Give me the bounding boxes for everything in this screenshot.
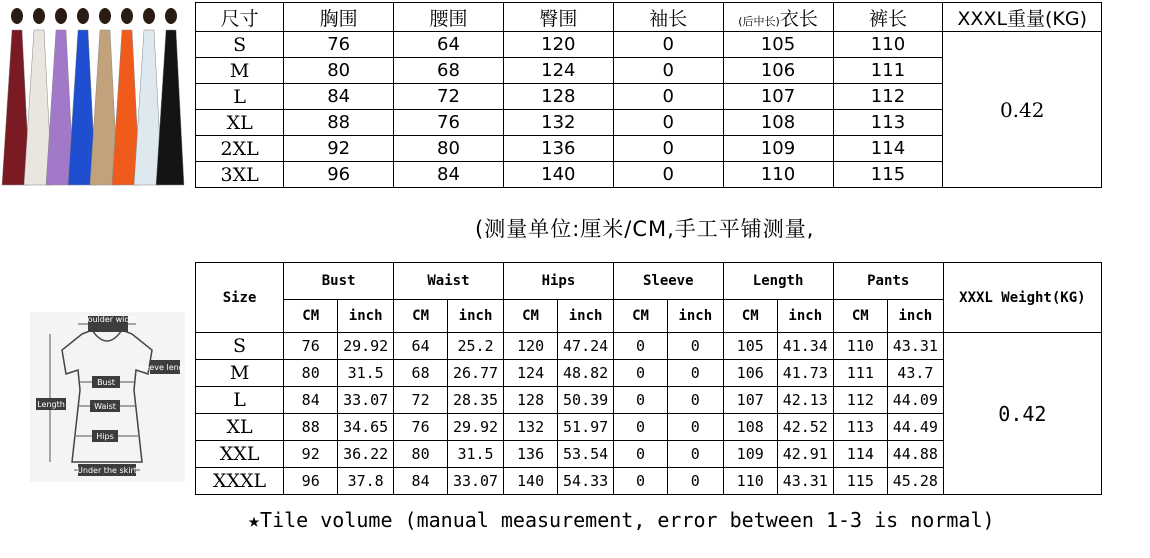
sleeve-cm-cell: 0	[613, 360, 667, 387]
en-header-length: Length	[723, 263, 833, 300]
model-head	[99, 8, 111, 24]
sleeve-cm-cell: 0	[613, 468, 667, 495]
size-cell: 3XL	[196, 162, 284, 188]
measurement-diagram	[30, 312, 192, 482]
unit-inch: inch	[887, 300, 943, 333]
en-header-weight: XXXL Weight(KG)	[943, 263, 1101, 333]
length-inch-cell: 42.13	[777, 387, 833, 414]
diagram-length-label	[36, 398, 66, 410]
unit-inch: inch	[448, 300, 504, 333]
hips-cell: 132	[503, 110, 613, 136]
size-cell: M	[196, 58, 284, 84]
waist-cm-cell: 72	[394, 387, 448, 414]
cn-header-hips: 臀围	[503, 3, 613, 32]
length-cell: 106	[723, 58, 833, 84]
pants-cell: 114	[833, 136, 943, 162]
svg-text:Waist: Waist	[94, 402, 116, 411]
length-cm-cell: 106	[723, 360, 777, 387]
bust-cell: 76	[284, 32, 394, 58]
bust-cm-cell: 88	[284, 414, 338, 441]
length-cm-cell: 108	[723, 414, 777, 441]
diagram-sleeve-label	[138, 360, 192, 374]
unit-cm: CM	[613, 300, 667, 333]
pants-cm-cell: 112	[833, 387, 887, 414]
en-measurement-note: ★Tile volume (manual measurement, error between 1-3 is normal)	[248, 508, 995, 532]
model-head	[121, 8, 133, 24]
svg-text:Bust: Bust	[97, 378, 115, 387]
unit-cm: CM	[503, 300, 557, 333]
waist-inch-cell: 31.5	[448, 441, 504, 468]
waist-cm-cell: 84	[394, 468, 448, 495]
sleeve-cm-cell: 0	[613, 441, 667, 468]
bust-cell: 96	[284, 162, 394, 188]
bust-cell: 92	[284, 136, 394, 162]
waist-cell: 68	[394, 58, 504, 84]
hips-cm-cell: 120	[503, 333, 557, 360]
cn-header-bust: 胸围	[284, 3, 394, 32]
diagram-waist-label	[90, 400, 120, 412]
cn-header-length-label: 衣长	[779, 7, 818, 30]
waist-cm-cell: 80	[394, 441, 448, 468]
cn-size-table	[195, 2, 1102, 188]
bust-cell: 80	[284, 58, 394, 84]
cn-header-row	[196, 3, 1102, 32]
model-head	[55, 8, 67, 24]
sleeve-inch-cell: 0	[668, 414, 723, 441]
bust-inch-cell: 33.07	[338, 387, 394, 414]
table-row	[196, 32, 1102, 58]
en-weight-cell: 0.42	[943, 333, 1101, 495]
pants-cm-cell: 115	[833, 468, 887, 495]
hips-inch-cell: 54.33	[558, 468, 614, 495]
sleeve-cm-cell: 0	[613, 387, 667, 414]
waist-inch-cell: 26.77	[448, 360, 504, 387]
bust-cm-cell: 96	[284, 468, 338, 495]
length-cell: 109	[723, 136, 833, 162]
cn-header-back-length: (后中长)	[738, 14, 780, 28]
bust-cell: 88	[284, 110, 394, 136]
length-inch-cell: 41.34	[777, 333, 833, 360]
pants-cm-cell: 111	[833, 360, 887, 387]
pants-inch-cell: 44.88	[887, 441, 943, 468]
sleeve-cm-cell: 0	[613, 414, 667, 441]
table-row	[196, 333, 1102, 360]
waist-inch-cell: 28.35	[448, 387, 504, 414]
length-cell: 108	[723, 110, 833, 136]
sleeve-inch-cell: 0	[668, 468, 723, 495]
hips-inch-cell: 53.54	[558, 441, 614, 468]
hips-cell: 128	[503, 84, 613, 110]
cn-header-waist: 腰围	[394, 3, 504, 32]
bust-cm-cell: 80	[284, 360, 338, 387]
en-size-table	[195, 262, 1102, 495]
hips-inch-cell: 51.97	[558, 414, 614, 441]
pants-cell: 111	[833, 58, 943, 84]
model-head	[77, 8, 89, 24]
hips-inch-cell: 50.39	[558, 387, 614, 414]
waist-inch-cell: 29.92	[448, 414, 504, 441]
waist-cell: 80	[394, 136, 504, 162]
size-cell: XL	[196, 414, 284, 441]
diagram-bust-label	[92, 376, 120, 388]
waist-cm-cell: 68	[394, 360, 448, 387]
size-cell: L	[196, 84, 284, 110]
hips-inch-cell: 48.82	[558, 360, 614, 387]
cn-weight-cell: 0.42	[943, 32, 1102, 188]
length-inch-cell: 42.91	[777, 441, 833, 468]
hips-cm-cell: 132	[503, 414, 557, 441]
waist-cell: 84	[394, 162, 504, 188]
pants-inch-cell: 43.7	[887, 360, 943, 387]
length-cell: 105	[723, 32, 833, 58]
sleeve-cell: 0	[613, 110, 723, 136]
cn-measurement-note: (测量单位:厘米/CM,手工平铺测量,	[475, 217, 815, 241]
length-cm-cell: 110	[723, 468, 777, 495]
size-cell: 2XL	[196, 136, 284, 162]
waist-cm-cell: 76	[394, 414, 448, 441]
bust-cm-cell: 92	[284, 441, 338, 468]
size-cell: M	[196, 360, 284, 387]
cn-header-size: 尺寸	[196, 3, 284, 32]
bust-inch-cell: 36.22	[338, 441, 394, 468]
length-cm-cell: 107	[723, 387, 777, 414]
model-head	[11, 8, 23, 24]
size-cell: S	[196, 32, 284, 58]
size-cell: S	[196, 333, 284, 360]
hips-cm-cell: 140	[503, 468, 557, 495]
sleeve-cell: 0	[613, 162, 723, 188]
svg-text:Hips: Hips	[96, 432, 114, 441]
hips-inch-cell: 47.24	[558, 333, 614, 360]
svg-text:Length: Length	[37, 400, 65, 409]
product-models-photo	[0, 0, 193, 192]
length-inch-cell: 43.31	[777, 468, 833, 495]
pants-cell: 110	[833, 32, 943, 58]
svg-text:shoulder width: shoulder width	[78, 315, 138, 324]
sleeve-inch-cell: 0	[668, 387, 723, 414]
length-inch-cell: 41.73	[777, 360, 833, 387]
unit-inch: inch	[668, 300, 723, 333]
cn-header-sleeve: 袖长	[613, 3, 723, 32]
bust-inch-cell: 31.5	[338, 360, 394, 387]
bust-inch-cell: 29.92	[338, 333, 394, 360]
length-cell: 110	[723, 162, 833, 188]
hips-cm-cell: 136	[503, 441, 557, 468]
bust-inch-cell: 34.65	[338, 414, 394, 441]
en-header-size: Size	[196, 263, 284, 333]
bust-cell: 84	[284, 84, 394, 110]
pants-inch-cell: 44.49	[887, 414, 943, 441]
hips-cm-cell: 124	[503, 360, 557, 387]
pants-inch-cell: 44.09	[887, 387, 943, 414]
pants-cell: 115	[833, 162, 943, 188]
pants-cell: 113	[833, 110, 943, 136]
hips-cell: 136	[503, 136, 613, 162]
hips-cell: 124	[503, 58, 613, 84]
unit-cm: CM	[394, 300, 448, 333]
cn-header-length	[723, 3, 833, 32]
en-header-sleeve: Sleeve	[613, 263, 723, 300]
waist-inch-cell: 33.07	[448, 468, 504, 495]
en-header-row	[196, 263, 1102, 300]
sleeve-cell: 0	[613, 58, 723, 84]
bust-inch-cell: 37.8	[338, 468, 394, 495]
pants-inch-cell: 45.28	[887, 468, 943, 495]
size-cell: XXXL	[196, 468, 284, 495]
waist-cm-cell: 64	[394, 333, 448, 360]
hips-cm-cell: 128	[503, 387, 557, 414]
waist-cell: 72	[394, 84, 504, 110]
pants-cell: 112	[833, 84, 943, 110]
diagram-hips-label	[92, 430, 118, 442]
sleeve-cell: 0	[613, 136, 723, 162]
svg-text:sleeve length: sleeve length	[138, 363, 192, 372]
unit-inch: inch	[338, 300, 394, 333]
waist-inch-cell: 25.2	[448, 333, 504, 360]
sleeve-inch-cell: 0	[668, 360, 723, 387]
pants-cm-cell: 113	[833, 414, 887, 441]
svg-text:Under the skirt: Under the skirt	[77, 466, 137, 475]
length-cm-cell: 109	[723, 441, 777, 468]
model-head	[33, 8, 45, 24]
length-inch-cell: 42.52	[777, 414, 833, 441]
unit-cm: CM	[284, 300, 338, 333]
length-cm-cell: 105	[723, 333, 777, 360]
unit-inch: inch	[777, 300, 833, 333]
waist-cell: 76	[394, 110, 504, 136]
length-cell: 107	[723, 84, 833, 110]
pants-inch-cell: 43.31	[887, 333, 943, 360]
en-header-pants: Pants	[833, 263, 943, 300]
cn-header-weight: XXXL重量(KG)	[943, 3, 1102, 32]
diagram-skirt-label	[77, 464, 137, 476]
size-cell: L	[196, 387, 284, 414]
waist-cell: 64	[394, 32, 504, 58]
pants-cm-cell: 110	[833, 333, 887, 360]
bust-cm-cell: 84	[284, 387, 338, 414]
cn-header-pants: 裤长	[833, 3, 943, 32]
hips-cell: 120	[503, 32, 613, 58]
model-head	[143, 8, 155, 24]
unit-inch: inch	[558, 300, 614, 333]
en-header-hips: Hips	[503, 263, 613, 300]
sleeve-cell: 0	[613, 32, 723, 58]
size-cell: XXL	[196, 441, 284, 468]
en-header-bust: Bust	[284, 263, 394, 300]
size-cell: XL	[196, 110, 284, 136]
sleeve-inch-cell: 0	[668, 441, 723, 468]
hips-cell: 140	[503, 162, 613, 188]
sleeve-cell: 0	[613, 84, 723, 110]
sleeve-cm-cell: 0	[613, 333, 667, 360]
unit-cm: CM	[833, 300, 887, 333]
model-head	[165, 8, 177, 24]
unit-cm: CM	[723, 300, 777, 333]
sleeve-inch-cell: 0	[668, 333, 723, 360]
en-header-waist: Waist	[394, 263, 504, 300]
bust-cm-cell: 76	[284, 333, 338, 360]
pants-cm-cell: 114	[833, 441, 887, 468]
